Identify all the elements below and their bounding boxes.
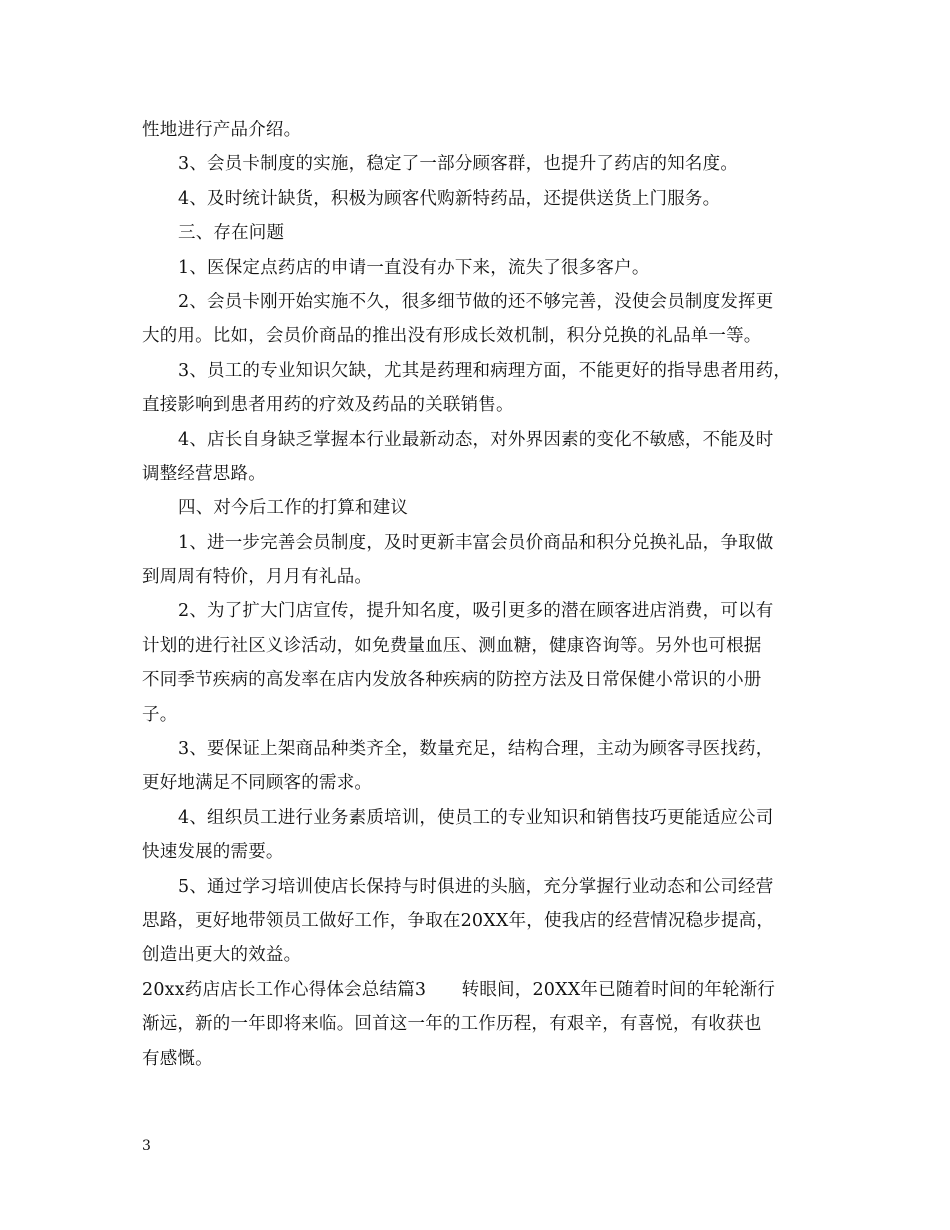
text-line: 子。 <box>142 704 178 725</box>
text-line: 有感慨。 <box>142 1048 213 1069</box>
text-line: 3、要保证上架商品种类齐全，数量充足，结构合理，主动为顾客寻医找药， <box>178 739 774 760</box>
page-number: 3 <box>142 1138 151 1154</box>
text-line: 计划的进行社区义诊活动，如免费量血压、测血糖，健康咨询等。另外也可根据 <box>142 635 762 656</box>
text-line: 大的用。比如，会员价商品的推出没有形成长效机制，积分兑换的礼品单一等。 <box>142 326 762 347</box>
text-line: 渐远，新的一年即将来临。回首这一年的工作历程，有艰辛，有喜悦，有收获也 <box>142 1014 762 1035</box>
text-line: 1、进一步完善会员制度，及时更新丰富会员价商品和积分兑换礼品，争取做 <box>178 532 774 553</box>
text-line: 三、存在问题 <box>178 223 285 244</box>
text-line: 4、及时统计缺货，积极为顾客代购新特药品，还提供送货上门服务。 <box>178 188 721 209</box>
text-line: 4、组织员工进行业务素质培训，使员工的专业知识和销售技巧更能适应公司 <box>178 807 774 828</box>
text-line: 调整经营思路。 <box>142 463 266 484</box>
text-line: 思路，更好地带领员工做好工作，争取在20XX年，使我店的经营情况稳步提高， <box>142 910 775 931</box>
text-line: 不同季节疾病的高发率在店内发放各种疾病的防控方法及日常保健小常识的小册 <box>142 670 762 691</box>
text-line: 5、通过学习培训使店长保持与时俱进的头脑，充分掌握行业动态和公司经营 <box>178 876 774 897</box>
text-line: 2、为了扩大门店宣传，提升知名度，吸引更多的潜在顾客进店消费，可以有 <box>178 601 774 622</box>
text-line: 1、医保定点药店的申请一直没有办下来，流失了很多客户。 <box>178 257 650 278</box>
text-line: 创造出更大的效益。 <box>142 945 302 966</box>
text-line: 到周周有特价，月月有礼品。 <box>142 567 373 588</box>
text-line: 四、对今后工作的打算和建议 <box>178 498 409 519</box>
text-line: 2、会员卡刚开始实施不久，很多细节做的还不够完善，没使会员制度发挥更 <box>178 291 774 312</box>
text-line: 20xx药店店长工作心得体会总结篇3 转眼间，20XX年已随着时间的年轮渐行 <box>142 979 776 1000</box>
text-line: 3、会员卡制度的实施，稳定了一部分顾客群，也提升了药店的知名度。 <box>178 154 739 175</box>
text-line: 性地进行产品介绍。 <box>142 120 302 140</box>
document-body <box>142 113 818 1076</box>
text-line: 直接影响到患者用药的疗效及药品的关联销售。 <box>142 395 514 416</box>
text-line: 4、店长自身缺乏掌握本行业最新动态，对外界因素的变化不敏感，不能及时 <box>178 429 774 450</box>
text-line: 快速发展的需要。 <box>142 842 284 863</box>
text-line: 更好地满足不同顾客的需求。 <box>142 773 373 794</box>
text-line: 3、员工的专业知识欠缺，尤其是药理和病理方面，不能更好的指导患者用药， <box>178 360 792 381</box>
